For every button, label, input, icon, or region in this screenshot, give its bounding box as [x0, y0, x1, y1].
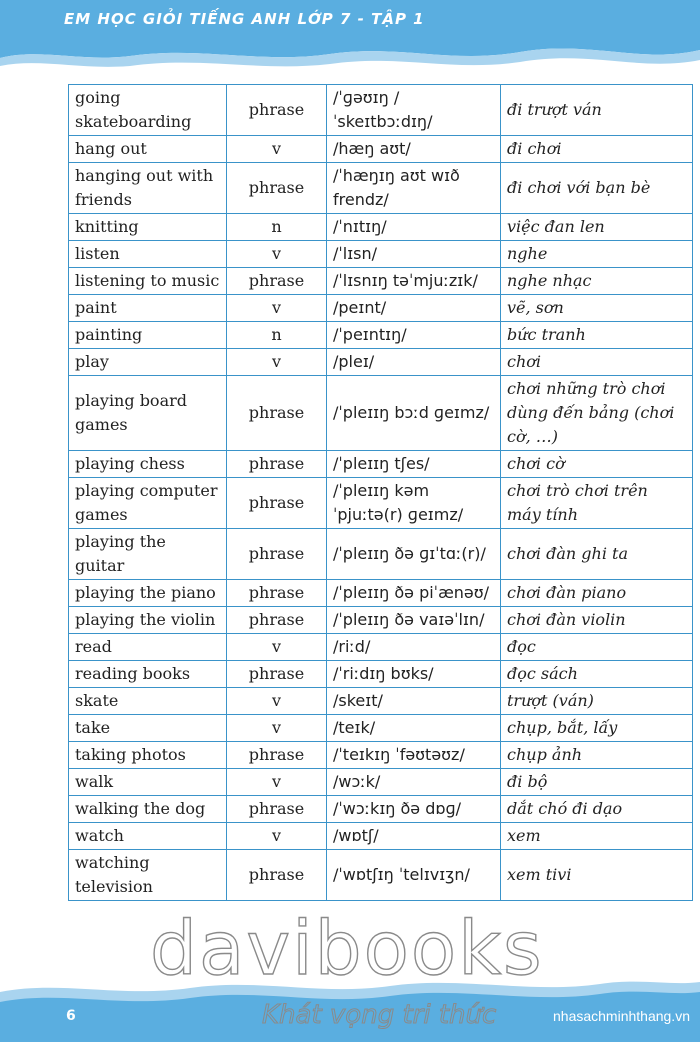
table-row: [69, 295, 693, 322]
ipa-cell: /ˈpleɪɪŋ ðə piˈænəʊ/: [327, 580, 501, 607]
table-row: [69, 268, 693, 295]
table-row: [69, 349, 693, 376]
table-row: [69, 796, 693, 823]
ipa-cell: /ˈpleɪɪŋ ðə vaɪəˈlɪn/: [327, 607, 501, 634]
table-row: [69, 241, 693, 268]
meaning-cell: đọc sách: [501, 661, 693, 688]
word-cell: hanging out with friends: [69, 163, 227, 214]
ipa-cell: /riːd/: [327, 634, 501, 661]
type-cell: v: [227, 769, 327, 796]
word-cell: playing chess: [69, 451, 227, 478]
meaning-cell: chụp, bắt, lấy: [501, 715, 693, 742]
table-row: [69, 607, 693, 634]
word-cell: walk: [69, 769, 227, 796]
meaning-cell: dắt chó đi dạo: [501, 796, 693, 823]
book-title: EM HỌC GIỎI TIẾNG ANH LỚP 7 - TẬP 1: [64, 10, 425, 28]
ipa-cell: /ˈlɪsn/: [327, 241, 501, 268]
ipa-cell: /teɪk/: [327, 715, 501, 742]
ipa-cell: /ˈpleɪɪŋ bɔːd ɡeɪmz/: [327, 376, 501, 451]
table-row: [69, 634, 693, 661]
type-cell: v: [227, 688, 327, 715]
type-cell: phrase: [227, 580, 327, 607]
type-cell: n: [227, 322, 327, 349]
table-row: [69, 715, 693, 742]
ipa-cell: /ˈɡəʊɪŋ / ˈskeɪtbɔːdɪŋ/: [327, 85, 501, 136]
word-cell: read: [69, 634, 227, 661]
table-row: [69, 376, 693, 451]
word-cell: listening to music: [69, 268, 227, 295]
meaning-cell: xem: [501, 823, 693, 850]
word-cell: painting: [69, 322, 227, 349]
table-row: [69, 451, 693, 478]
table-row: [69, 688, 693, 715]
meaning-cell: đi chơi với bạn bè: [501, 163, 693, 214]
meaning-cell: đọc: [501, 634, 693, 661]
meaning-cell: nghe nhạc: [501, 268, 693, 295]
meaning-cell: chụp ảnh: [501, 742, 693, 769]
meaning-cell: chơi đàn violin: [501, 607, 693, 634]
table-row: [69, 769, 693, 796]
meaning-cell: chơi đàn ghi ta: [501, 529, 693, 580]
meaning-cell: chơi trò chơi trên máy tính: [501, 478, 693, 529]
table-row: [69, 850, 693, 901]
type-cell: phrase: [227, 661, 327, 688]
vocabulary-table: [68, 84, 693, 901]
ipa-cell: /ˈwɔːkɪŋ ðə dɒɡ/: [327, 796, 501, 823]
page-number: 6: [66, 1008, 76, 1024]
word-cell: take: [69, 715, 227, 742]
table-row: [69, 136, 693, 163]
word-cell: skate: [69, 688, 227, 715]
type-cell: phrase: [227, 163, 327, 214]
meaning-cell: bức tranh: [501, 322, 693, 349]
type-cell: v: [227, 241, 327, 268]
word-cell: reading books: [69, 661, 227, 688]
meaning-cell: vẽ, sơn: [501, 295, 693, 322]
table-row: [69, 529, 693, 580]
type-cell: phrase: [227, 607, 327, 634]
type-cell: phrase: [227, 796, 327, 823]
word-cell: playing the violin: [69, 607, 227, 634]
type-cell: phrase: [227, 376, 327, 451]
ipa-cell: /wɔːk/: [327, 769, 501, 796]
word-cell: playing board games: [69, 376, 227, 451]
word-cell: going skateboarding: [69, 85, 227, 136]
watermark-logo: davibooks: [150, 906, 544, 992]
ipa-cell: /ˈwɒtʃɪŋ ˈtelɪvɪʒn/: [327, 850, 501, 901]
meaning-cell: đi trượt ván: [501, 85, 693, 136]
type-cell: phrase: [227, 850, 327, 901]
type-cell: phrase: [227, 451, 327, 478]
word-cell: watching television: [69, 850, 227, 901]
ipa-cell: /ˈriːdɪŋ bʊks/: [327, 661, 501, 688]
table-row: [69, 163, 693, 214]
type-cell: v: [227, 295, 327, 322]
ipa-cell: /ˈlɪsnɪŋ təˈmjuːzɪk/: [327, 268, 501, 295]
ipa-cell: /wɒtʃ/: [327, 823, 501, 850]
ipa-cell: /peɪnt/: [327, 295, 501, 322]
word-cell: playing the guitar: [69, 529, 227, 580]
ipa-cell: /pleɪ/: [327, 349, 501, 376]
ipa-cell: /ˈpleɪɪŋ kəmˈpjuːtə(r) ɡeɪmz/: [327, 478, 501, 529]
ipa-cell: /ˈpleɪɪŋ ðə ɡɪˈtɑː(r)/: [327, 529, 501, 580]
word-cell: playing the piano: [69, 580, 227, 607]
type-cell: v: [227, 349, 327, 376]
word-cell: watch: [69, 823, 227, 850]
meaning-cell: xem tivi: [501, 850, 693, 901]
type-cell: v: [227, 136, 327, 163]
word-cell: playing computer games: [69, 478, 227, 529]
table-row: [69, 322, 693, 349]
word-cell: taking photos: [69, 742, 227, 769]
table-row: [69, 742, 693, 769]
word-cell: paint: [69, 295, 227, 322]
meaning-cell: chơi: [501, 349, 693, 376]
ipa-cell: /hæŋ aʊt/: [327, 136, 501, 163]
type-cell: phrase: [227, 268, 327, 295]
table-row: [69, 85, 693, 136]
ipa-cell: /ˈpleɪɪŋ tʃes/: [327, 451, 501, 478]
ipa-cell: /ˈpeɪntɪŋ/: [327, 322, 501, 349]
type-cell: v: [227, 823, 327, 850]
table-row: [69, 214, 693, 241]
table-row: [69, 478, 693, 529]
type-cell: v: [227, 634, 327, 661]
meaning-cell: đi chơi: [501, 136, 693, 163]
type-cell: phrase: [227, 85, 327, 136]
type-cell: phrase: [227, 478, 327, 529]
ipa-cell: /skeɪt/: [327, 688, 501, 715]
type-cell: phrase: [227, 742, 327, 769]
watermark-tagline: Khát vọng tri thức: [262, 1000, 497, 1030]
word-cell: walking the dog: [69, 796, 227, 823]
ipa-cell: /ˈteɪkɪŋ ˈfəʊtəʊz/: [327, 742, 501, 769]
ipa-cell: /ˈnɪtɪŋ/: [327, 214, 501, 241]
table-row: [69, 661, 693, 688]
meaning-cell: chơi cờ: [501, 451, 693, 478]
table-row: [69, 580, 693, 607]
word-cell: play: [69, 349, 227, 376]
meaning-cell: việc đan len: [501, 214, 693, 241]
type-cell: v: [227, 715, 327, 742]
meaning-cell: trượt (ván): [501, 688, 693, 715]
ipa-cell: /ˈhæŋɪŋ aʊt wɪð frendz/: [327, 163, 501, 214]
word-cell: listen: [69, 241, 227, 268]
table-row: [69, 823, 693, 850]
meaning-cell: chơi đàn piano: [501, 580, 693, 607]
meaning-cell: chơi những trò chơi dùng đến bảng (chơi cờ, …): [501, 376, 693, 451]
word-cell: knitting: [69, 214, 227, 241]
type-cell: phrase: [227, 529, 327, 580]
website-url: nhasachminhthang.vn: [553, 1008, 690, 1024]
meaning-cell: nghe: [501, 241, 693, 268]
type-cell: n: [227, 214, 327, 241]
meaning-cell: đi bộ: [501, 769, 693, 796]
word-cell: hang out: [69, 136, 227, 163]
